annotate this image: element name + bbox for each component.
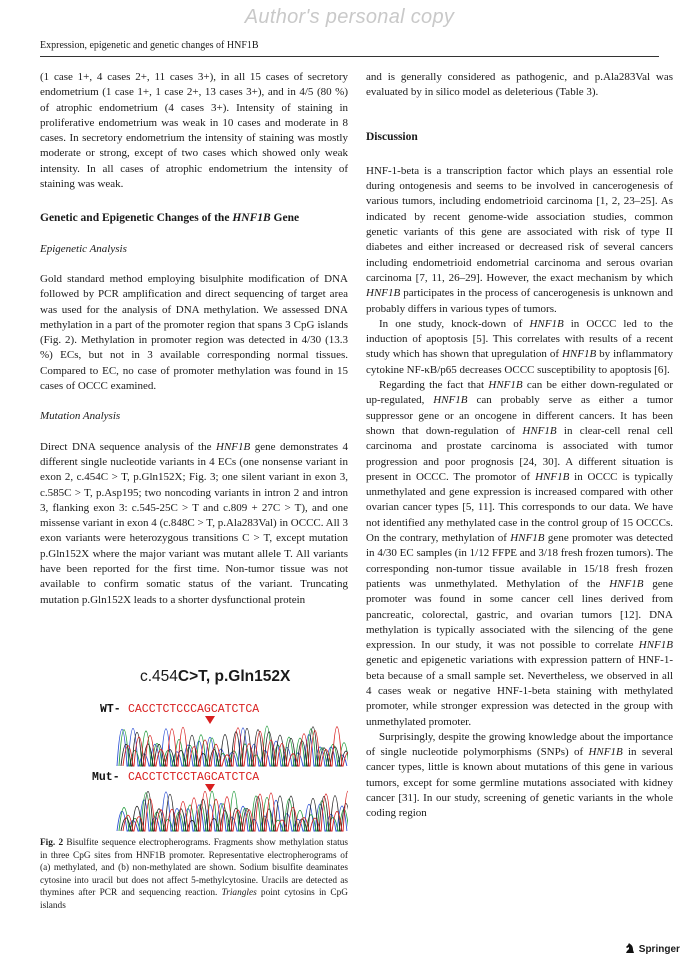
discussion-heading: Discussion <box>366 130 418 143</box>
wt-sequence-row <box>100 703 259 724</box>
mutation-heading: Mutation Analysis <box>40 410 121 423</box>
running-head: Expression, epigenetic and genetic changes of HNF1B <box>40 40 259 51</box>
discussion-paragraph-1: HNF-1-beta is a transcription factor which plays an essential role during ontogenesis and seems to be involved in cancerogenesis of various tumors, including endometrioid carcinoma [1, 2, 23–25]. As indicated by recent genome-wide association studies, common genetic variants of this gene are associated with risk of type II diabetes and either increased or decreased risk of several cancers including endometrioid endometrial carcinoma and serous ovarian carcinoma [7, 11, 26–29]. However, the exact mechanism by which HNF1B participates in the process of cancerogenesis is unknown and probably differs in various types of tumors. <box>366 164 673 315</box>
discussion-paragraph-3: Regarding the fact that HNF1B can be either down-regulated or up-regulated, HNF1B can probably serve as either a tumor suppressor gene or an oncogene in different cancers. It has been shown that down-regulation of HNF1B in clear-cell renal cell carcinoma and prostate carcinoma is associated with tumor progression and poor prognosis [24, 30]. A different situation is present in OCCC. The promotor of HNF1B in OCCC is typically unmethylated and gene expression is increased compared with other ovarian cancer types [5, 11]. This corresponds to our data. We have not identified any methylated case in the control group of 15 OCCCs. On the contrary, methylation of HNF1B gene promoter was detected in 4/30 EC samples (in 1/12 FFPE and 3/18 fresh frozen tumors). The corresponding non-tumor tissue available in 15/18 fresh frozen patients was unmethylated. Methylation of the HNF1B gene promoter was found in some cancer cell lines derived from pancreatic, colorectal, gastric, and ovarian tumors [12]. DNA methylation is typically associated with the silencing of the gene expression. In our study, it was not possible to correlate HNF1B genetic and epigenetic variations with expression pattern of HNF-1-beta because of a small sample set. Nevertheless, we observed in all 4 cases weak or negative HNF-1-beta staining with methylated promoter, while stronger expression was detected in the group with unmethylated promoter. <box>366 379 674 728</box>
mut-sequence-row <box>92 771 259 792</box>
mut-trace <box>117 791 348 831</box>
wt-sequence: CACCTCTCCCAGCATCTCA <box>128 703 260 716</box>
intro-paragraph: (1 case 1+, 4 cases 2+, 11 cases 3+), in all 15 cases of secretory endometrium (1 case 1+, 1 case 2+, 13 cases 3+), and in 4/5 (80 %) of atrophic endometrium (4 cases 3+). Intensity of staining in proliferative endometrium was weak in 10 cases and moderate in 8 cases. In secretory endometrium the intensity of staining was mostly moderate or strong, except of two cases which showed only weak intensity. In all cases of atrophic endometrium the intensity of staining was weak. <box>40 71 348 191</box>
publisher-footer <box>624 942 680 955</box>
mut-cpg-triangle-icon <box>205 784 215 792</box>
section-heading: Genetic and Epigenetic Changes of the HNF1B Gene <box>40 212 300 225</box>
mutation-paragraph: Direct DNA sequence analysis of the HNF1B gene demonstrates 4 different single nucleotide variants in 4 ECs (one nonsense variant in exon 2, c.454C > T, p.Gln152X; Fig. 3; one silent variant in exon 3, c.585C > T, p.Asp195; two noncoding variants in intron 2 and intron 3, flanking exon 3: c.545-25C > T and c.809 + 27C > T), and one missense variant in exon 4 (c.848C > T, p.Ala283Val) in OCCC. All 3 exon variants were heterozygous transitions C > T, except mutation p.Gln152X where the major variant was mutant allele T. All variants have been reported for the first time. Non-tumor tissue was not available to confirm somatic status of the variant. Truncating mutation p.Gln152X leads to a shorter dysfunctional protein <box>40 440 349 606</box>
right-column <box>366 70 673 822</box>
wt-trace <box>117 726 348 766</box>
publisher-name: Springer <box>638 944 680 955</box>
discussion-paragraph-4: Surprisingly, despite the growing knowledge about the importance of single nucleotide polymorphisms (SNPs) of HNF1B in several cancer types, little is known about mutations of this gene in various tumors, except for some germline mutations associated with kidney cancer [31]. In our study, screening of genetic variants in the whole coding region <box>366 730 674 820</box>
right-top-paragraph: and is generally considered as pathogenic, and p.Ala283Val was evaluated by in silico model as deleterious (Table 3). <box>366 71 673 99</box>
mut-label: Mut- <box>92 771 120 784</box>
trace-line <box>121 791 348 831</box>
discussion-paragraph-2: In one study, knock-down of HNF1B in OCCC led to the induction of apoptosis [5]. This correlates with results of a recent study which has shown that upregulation of HNF1B by inflammatory cytokine NF-κB/p65 decreases OCCC susceptibility to apoptosis [6]. <box>366 317 673 376</box>
springer-knight-icon <box>624 942 636 954</box>
epigenetic-paragraph: Gold standard method employing bisulphite modification of DNA followed by PCR amplification and direct sequencing of target area was used for the analysis of DNA methylation. We assessed DNA methylation in a part of the promoter region that spans 3 CpG islands (Fig. 2). Methylation in promoter region was detected in 4/30 (13.3 %) ECs, but not in 3 available corresponding normal tissues. Compared to EC, no case of promoter methylation was found in 15 cases of OCCC examined. <box>40 272 348 393</box>
header-rule <box>40 56 659 57</box>
electropherogram <box>40 668 348 833</box>
wt-label: WT- <box>100 703 121 716</box>
mut-sequence: CACCTCTCCTAGCATCTCA <box>128 771 260 784</box>
epigenetic-heading: Epigenetic Analysis <box>40 242 127 255</box>
wt-cpg-triangle-icon <box>205 716 215 724</box>
figure-title: c.454C>T, p.Gln152X <box>140 668 291 685</box>
figure-caption: Fig. 2 Bisulfite sequence electropherograms. Fragments show methylation status in three CpG sites from HNF1B promoter. Representative electropherograms of (a) methylated, and (b) non-methylated are shown. Sodium bisulfite deaminates cytosine into uracil but does not affect 5-methylcytosine. Uracils are detected as thymines after PCR and sequencing reaction. Triangles point cytosins in CpG islands <box>40 838 348 911</box>
left-column <box>40 70 348 608</box>
watermark: Author's personal copy <box>244 6 455 28</box>
